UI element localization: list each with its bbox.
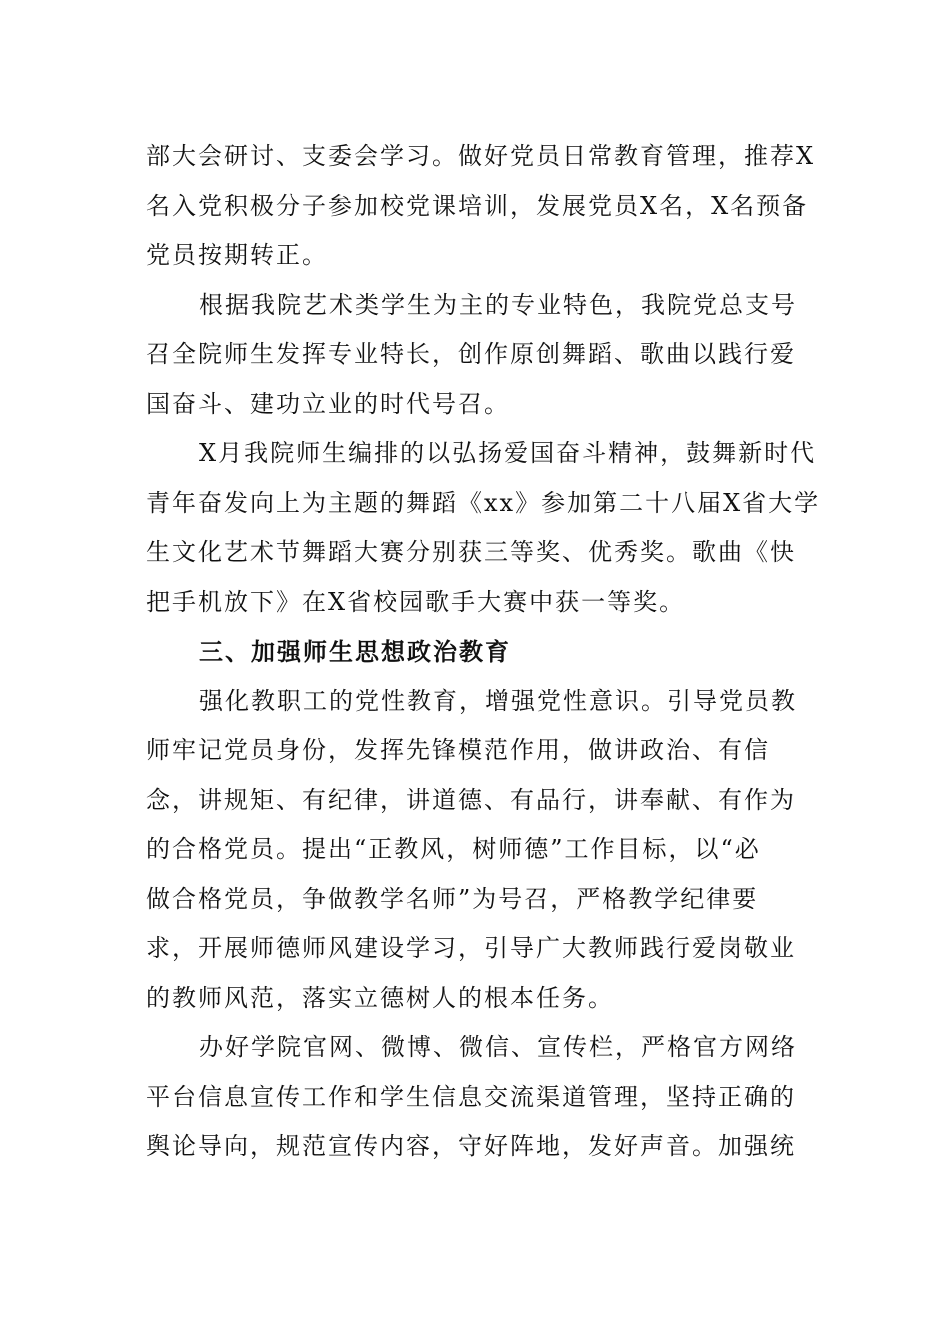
paragraph xyxy=(146,429,821,627)
text-line: 的教师风范，落实立德树人的根本任务。 xyxy=(146,983,614,1012)
text-line: 平台信息宣传工作和学生信息交流渠道管理，坚持正确的 xyxy=(146,1082,796,1111)
text-line: 舆论导向，规范宣传内容，守好阵地，发好声音。加强统 xyxy=(146,1132,796,1160)
section-heading-text: 三、加强师生思想政治教育 xyxy=(199,637,511,666)
text-line: 办好学院官网、微博、微信、宣传栏，严格官方网络 xyxy=(199,1033,797,1061)
text-line: 国奋斗、建功立业的时代号召。 xyxy=(146,389,510,418)
section-heading xyxy=(146,627,814,677)
paragraph xyxy=(146,281,814,430)
text-line: 做合格党员，争做教学名师”为号召，严格教学纪律要 xyxy=(146,884,759,913)
text-line: 师牢记党员身份，发挥先锋模范作用，做讲政治、有信 xyxy=(146,736,770,764)
paragraph xyxy=(146,1023,814,1172)
text-line: 部大会研讨、支委会学习。做好党员日常教育管理，推荐X xyxy=(146,142,816,170)
text-line: 青年奋发向上为主题的舞蹈《xx》参加第二十八届X省大学 xyxy=(146,488,821,517)
text-line: 念，讲规矩、有纪律，讲道德、有品行，讲奉献、有作为 xyxy=(146,785,796,814)
paragraph xyxy=(146,132,814,281)
document-body xyxy=(146,132,821,1172)
text-line: 把手机放下》在X省校园歌手大赛中获一等奖。 xyxy=(146,587,686,616)
text-line: X月我院师生编排的以弘扬爱国奋斗精神，鼓舞新时代 xyxy=(199,439,817,467)
text-line: 名入党积极分子参加校党课培训，发展党员X名，X名预备 xyxy=(146,191,809,220)
text-line: 的合格党员。提出“正教风，树师德”工作目标，以“必 xyxy=(146,835,761,863)
text-line: 根据我院艺术类学生为主的专业特色，我院党总支号 xyxy=(199,290,797,319)
text-line: 党员按期转正。 xyxy=(146,241,328,269)
text-line: 求，开展师德师风建设学习，引导广大教师践行爱岗敬业 xyxy=(146,934,796,962)
paragraph xyxy=(146,677,814,1024)
text-line: 生文化艺术节舞蹈大赛分别获三等奖、优秀奖。歌曲《快 xyxy=(146,538,796,566)
text-line: 召全院师生发挥专业特长，创作原创舞蹈、歌曲以践行爱 xyxy=(146,340,796,368)
text-line: 强化教职工的党性教育，增强党性意识。引导党员教 xyxy=(199,686,797,715)
